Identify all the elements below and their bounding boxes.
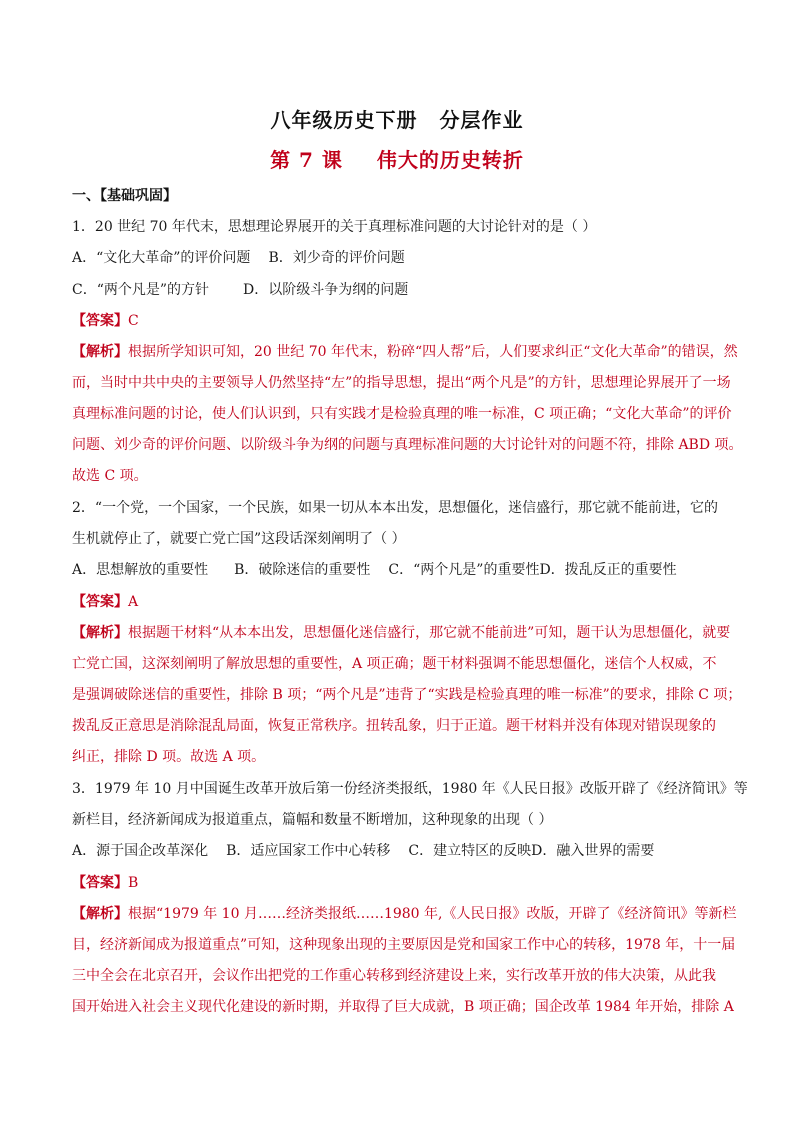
section-heading: 一、【基础巩固】 — [72, 188, 177, 204]
option-d: D．拨乱反正的重要性 — [539, 562, 677, 578]
option-d: D．以阶级斗争为纲的问题 — [243, 282, 409, 298]
answer-value: A — [128, 594, 139, 610]
question-2-analysis-line-4: 拨乱反正意思是消除混乱局面，恢复正常秩序。扭转乱象，归于正道。题干材料并没有体现对错误现象的 — [72, 718, 716, 734]
question-2-analysis-line-5: 纠正，排除 D 项。故选 A 项。 — [72, 749, 266, 765]
question-2-analysis-line-2: 亡党亡国，这深刻阐明了解放思想的重要性，A 项正确；题干材料强调不能思想僵化，迷信个人权威，不 — [72, 656, 717, 672]
question-3-analysis-line-3: 三中全会在北京召开，会议作出把党的工作重心转移到经济建设上来，实行改革开放的伟大决策，从此我 — [72, 968, 716, 984]
answer-tag: 【答案】 — [72, 594, 128, 610]
answer-tag: 【答案】 — [72, 875, 128, 891]
option-a: A．思想解放的重要性 — [72, 562, 209, 578]
question-1-options-row-2 — [72, 281, 732, 299]
question-1-stem: 1．20 世纪 70 年代末，思想理论界展开的关于真理标准问题的大讨论针对的是（ ） — [72, 219, 597, 235]
option-b: B．适应国家工作中心转移 — [226, 843, 391, 859]
question-1-options-row-1 — [72, 249, 732, 267]
lesson-number: 第 7 课 — [270, 148, 343, 172]
question-3-analysis-line-4: 国开始进入社会主义现代化建设的新时期，并取得了巨大成就，B 项正确；国企改革 1984 年开始，排除 A — [72, 999, 734, 1015]
option-c: C．建立特区的反映 — [408, 843, 532, 859]
question-2-options — [72, 561, 732, 579]
answer-value: C — [128, 313, 139, 329]
question-3-options — [72, 842, 732, 860]
question-3-stem-line-2: 新栏目，经济新闻成为报道重点，篇幅和数量不断增加，这种现象的出现（ ） — [72, 812, 553, 828]
option-d: D．融入世界的需要 — [531, 843, 655, 859]
option-b: B．破除迷信的重要性 — [234, 562, 371, 578]
question-2-answer — [72, 593, 732, 611]
lesson-name: 伟大的历史转折 — [376, 148, 524, 172]
question-2-analysis-line-3: 是强调破除迷信的重要性，排除 B 项；“两个凡是”违背了“实践是检验真理的唯一标准”的要求，排除 C 项； — [72, 687, 742, 703]
analysis-tag: 【解析】 — [72, 906, 128, 922]
question-2-stem-line-1: 2．“一个党，一个国家，一个民族，如果一切从本本出发，思想僵化，迷信盛行，那它就不能前进，它的 — [72, 500, 719, 516]
question-2-analysis-line-1: 【解析】根据题干材料“从本本出发，思想僵化迷信盛行，那它就不能前进”可知，题干认为思想僵化，就要 — [72, 625, 731, 641]
question-2-stem-line-2: 生机就停止了，就要亡党亡国”这段话深刻阐明了（ ） — [72, 531, 406, 547]
question-1-analysis-line-2: 而，当时中共中央的主要领导人仍然坚持“左”的指导思想，提出“两个凡是”的方针，思想理论界展开了一场 — [72, 375, 731, 391]
question-3-analysis-line-1: 【解析】根据“1979 年 10 月……经济类报纸……1980 年,《人民日报》改版，开辟了《经济简讯》等新栏 — [72, 906, 737, 922]
option-c: C．“两个凡是”的方针 — [72, 282, 210, 298]
answer-value: B — [128, 875, 139, 891]
answer-tag: 【答案】 — [72, 313, 128, 329]
question-1-answer — [72, 312, 732, 330]
option-a: A．源于国企改革深化 — [72, 843, 209, 859]
option-c: C．“两个凡是”的重要性 — [388, 562, 540, 578]
option-b: B．刘少奇的评价问题 — [268, 250, 405, 266]
question-1-analysis-line-4: 问题、刘少奇的评价问题、以阶级斗争为纲的问题与真理标准问题的大讨论针对的问题不符，排除 ABD 项。 — [72, 437, 743, 453]
question-1-analysis-line-3: 真理标准问题的讨论，使人们认识到，只有实践才是检验真理的唯一标准，C 项正确；“文化大革命”的评价 — [72, 406, 732, 422]
title-right: 分层作业 — [439, 108, 524, 132]
analysis-tag: 【解析】 — [72, 344, 128, 360]
question-1-analysis-line-5: 故选 C 项。 — [72, 468, 148, 484]
question-3-stem-line-1: 3．1979 年 10 月中国诞生改革开放后第一份经济类报纸，1980 年《人民日报》改版开辟了《经济简讯》等 — [72, 781, 748, 797]
question-3-analysis-line-2: 目，经济新闻成为报道重点”可知，这种现象出现的主要原因是党和国家工作中心的转移，1978 年，十一届 — [72, 937, 736, 953]
title-left: 八年级历史下册 — [270, 108, 418, 132]
question-1-analysis-line-1: 【解析】根据所学知识可知，20 世纪 70 年代末，粉碎“四人帮”后，人们要求纠正“文化大革命”的错误，然 — [72, 344, 738, 360]
question-3-answer — [72, 874, 732, 892]
lesson-title — [0, 144, 794, 173]
option-a: A．“文化大革命”的评价问题 — [72, 250, 251, 266]
analysis-tag: 【解析】 — [72, 625, 128, 641]
document-title — [0, 104, 794, 133]
